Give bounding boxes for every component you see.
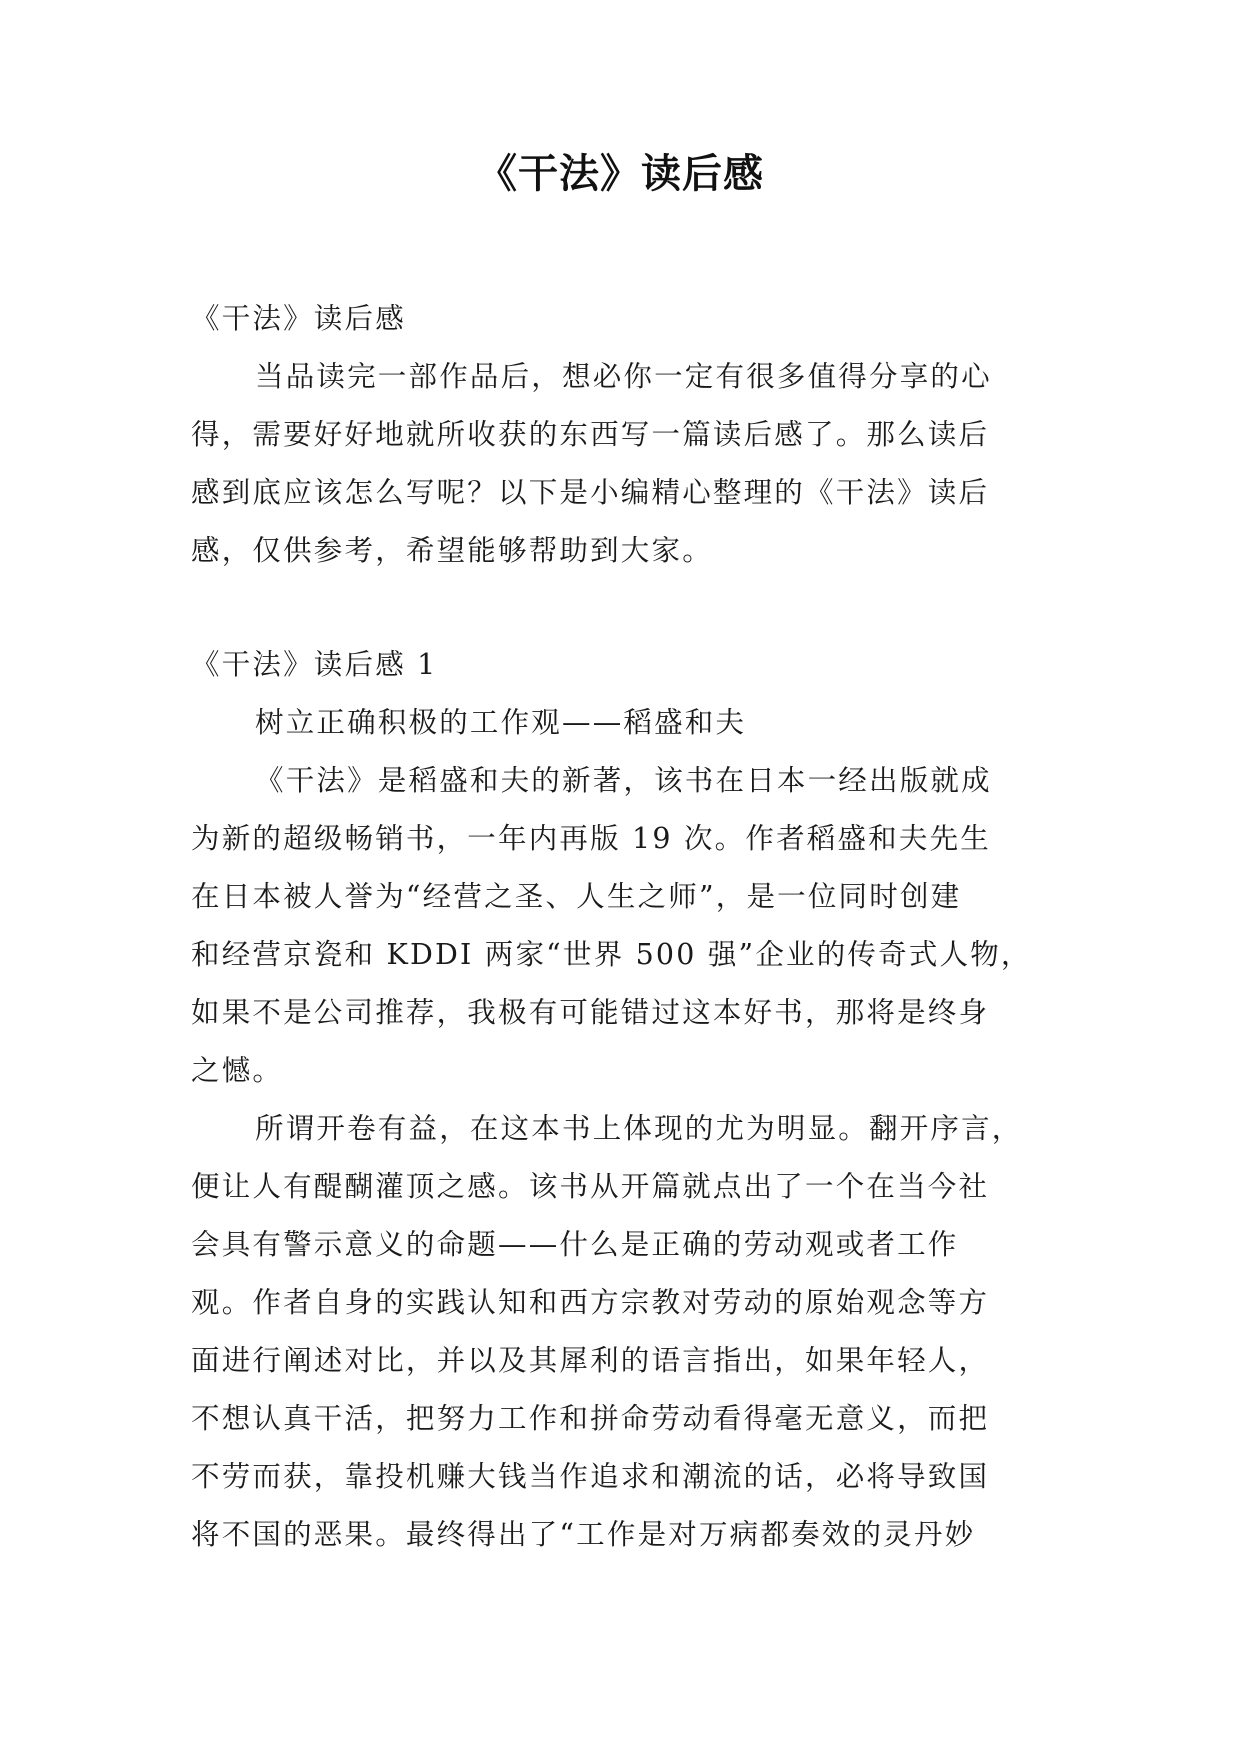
paragraph-line: 不劳而获，靠投机赚大钱当作追求和潮流的话，必将导致国	[191, 1460, 990, 1493]
paragraph-line: 之憾。	[191, 1054, 284, 1087]
intro-line: 得，需要好好地就所收获的东西写一篇读后感了。那么读后	[191, 418, 990, 451]
paragraph-line: 如果不是公司推荐，我极有可能错过这本好书，那将是终身	[191, 996, 990, 1029]
paragraph-line: 在日本被人誉为“经营之圣、人生之师”，是一位同时创建	[191, 880, 962, 913]
paragraph-line: 为新的超级畅销书，一年内再版 19 次。作者稻盛和夫先生	[191, 822, 991, 855]
paragraph-line: 便让人有醍醐灌顶之感。该书从开篇就点出了一个在当今社	[191, 1170, 990, 1203]
paragraph-line: 《干法》是稻盛和夫的新著，该书在日本一经出版就成	[255, 764, 992, 797]
section1-heading: 《干法》读后感 1	[191, 648, 438, 681]
document-body	[191, 290, 1051, 1564]
paragraph-line: 会具有警示意义的命题——什么是正确的劳动观或者工作	[191, 1228, 959, 1261]
intro-line: 感到底应该怎么写呢？以下是小编精心整理的《干法》读后	[191, 476, 990, 509]
paragraph-line: 将不国的恶果。最终得出了“工作是对万病都奏效的灵丹妙	[191, 1518, 976, 1551]
paragraph-line: 面进行阐述对比，并以及其犀利的语言指出，如果年轻人，	[191, 1344, 990, 1377]
paragraph-line: 不想认真干活，把努力工作和拼命劳动看得毫无意义，而把	[191, 1402, 990, 1435]
intro-heading: 《干法》读后感	[191, 302, 406, 335]
intro-line: 感，仅供参考，希望能够帮助到大家。	[191, 534, 713, 567]
intro-line: 当品读完一部作品后，想必你一定有很多值得分享的心	[255, 360, 992, 393]
section1-subtitle: 树立正确积极的工作观——稻盛和夫	[255, 706, 747, 739]
section-spacer	[191, 580, 1051, 636]
paragraph-line: 观。作者自身的实践认知和西方宗教对劳动的原始观念等方	[191, 1286, 990, 1319]
paragraph-line: 和经营京瓷和 KDDI 两家“世界 500 强”企业的传奇式人物，	[191, 938, 1032, 971]
paragraph-line: 所谓开卷有益，在这本书上体现的尤为明显。翻开序言，	[255, 1112, 1023, 1145]
document-title: 《干法》读后感	[477, 151, 764, 197]
